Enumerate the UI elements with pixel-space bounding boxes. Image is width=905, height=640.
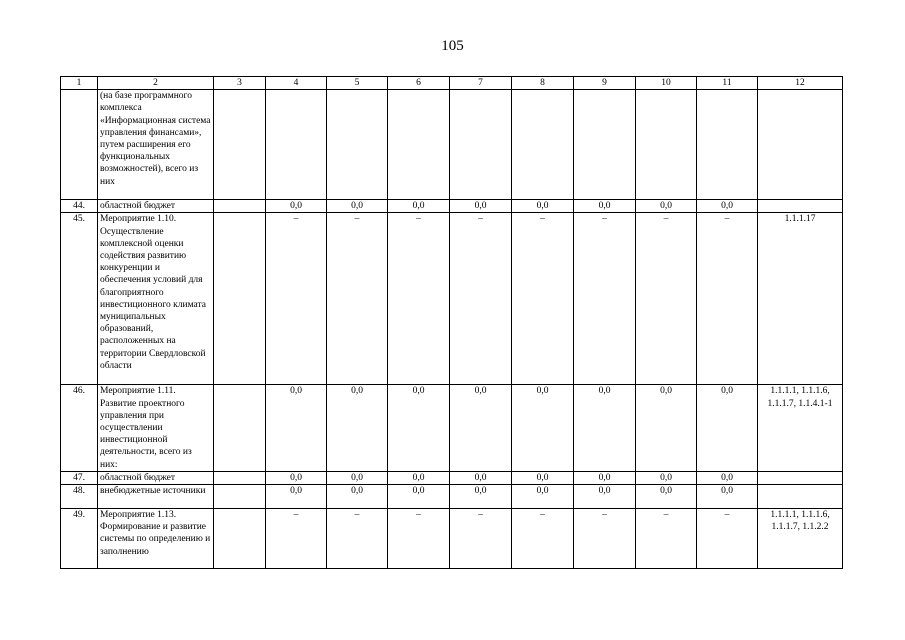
column-header: 8 [512, 77, 574, 90]
row-value [388, 90, 450, 200]
row-value [327, 90, 388, 200]
column-header: 6 [388, 77, 450, 90]
row-number: 46. [61, 385, 98, 471]
row-value [450, 90, 512, 200]
row-number: 44. [61, 200, 98, 213]
row-value: – [512, 213, 574, 385]
column-header: 9 [574, 77, 636, 90]
row-value: 0,0 [636, 485, 697, 509]
row-number: 45. [61, 213, 98, 385]
row-description: областной бюджет [98, 471, 214, 484]
row-value [697, 90, 758, 200]
table-row [61, 213, 843, 385]
header-row [61, 77, 843, 90]
row-number [61, 90, 98, 200]
row-value: 0,0 [512, 385, 574, 471]
row-description: (на базе программного комплекса «Информационная система управления финансами», путем расширения его функциональных возможностей), всего из них [98, 90, 214, 200]
row-value: 0,0 [636, 200, 697, 213]
row-value: 0,0 [697, 485, 758, 509]
row-value: 0,0 [512, 485, 574, 509]
column-header: 4 [266, 77, 327, 90]
row-value: 0,0 [697, 385, 758, 471]
table-row [61, 385, 843, 471]
row-value: – [266, 509, 327, 569]
row-value: – [388, 509, 450, 569]
row-col3 [214, 213, 266, 385]
row-value: – [636, 213, 697, 385]
row-target-ref [758, 90, 843, 200]
row-value: 0,0 [327, 385, 388, 471]
row-col3 [214, 471, 266, 484]
row-description: областной бюджет [98, 200, 214, 213]
column-header: 2 [98, 77, 214, 90]
row-value: – [327, 213, 388, 385]
table-row [61, 485, 843, 509]
row-value [636, 90, 697, 200]
row-target-ref [758, 200, 843, 213]
column-header: 11 [697, 77, 758, 90]
row-value: 0,0 [697, 200, 758, 213]
row-value: – [266, 213, 327, 385]
row-value: 0,0 [636, 385, 697, 471]
row-target-ref: 1.1.1.1, 1.1.1.6, 1.1.1.7, 1.1.2.2 [758, 509, 843, 569]
row-value [512, 90, 574, 200]
row-value: 0,0 [697, 471, 758, 484]
row-value: 0,0 [266, 385, 327, 471]
row-value: – [697, 509, 758, 569]
row-value [266, 90, 327, 200]
row-value: 0,0 [450, 200, 512, 213]
row-value: 0,0 [636, 471, 697, 484]
row-value: 0,0 [266, 200, 327, 213]
row-col3 [214, 90, 266, 200]
row-value: – [574, 213, 636, 385]
row-number: 49. [61, 509, 98, 569]
row-value: 0,0 [388, 485, 450, 509]
table-row [61, 90, 843, 200]
row-col3 [214, 485, 266, 509]
table-row [61, 509, 843, 569]
page-number: 105 [441, 38, 464, 54]
row-value: 0,0 [327, 471, 388, 484]
row-description: Мероприятие 1.11. Развитие проектного управления при осуществлении инвестиционной деятельности, всего из них: [98, 385, 214, 471]
row-value: 0,0 [388, 471, 450, 484]
row-value: 0,0 [327, 485, 388, 509]
row-value: 0,0 [327, 200, 388, 213]
row-target-ref [758, 485, 843, 509]
table-row [61, 200, 843, 213]
row-value: – [636, 509, 697, 569]
row-value: 0,0 [574, 200, 636, 213]
row-value: – [450, 509, 512, 569]
row-value: 0,0 [388, 200, 450, 213]
row-value: – [697, 213, 758, 385]
table-row [61, 471, 843, 484]
row-value [574, 90, 636, 200]
row-value: 0,0 [450, 385, 512, 471]
column-header: 10 [636, 77, 697, 90]
row-value: – [450, 213, 512, 385]
row-description: Мероприятие 1.13. Формирование и развитие системы по определению и заполнению [98, 509, 214, 569]
row-value: – [512, 509, 574, 569]
row-col3 [214, 509, 266, 569]
row-value: – [574, 509, 636, 569]
row-col3 [214, 200, 266, 213]
column-header: 12 [758, 77, 843, 90]
row-value: 0,0 [574, 471, 636, 484]
column-header: 1 [61, 77, 98, 90]
row-value: – [327, 509, 388, 569]
row-target-ref [758, 471, 843, 484]
row-value: 0,0 [266, 485, 327, 509]
row-value: 0,0 [512, 200, 574, 213]
row-value: 0,0 [574, 485, 636, 509]
column-header: 3 [214, 77, 266, 90]
row-col3 [214, 385, 266, 471]
row-value: 0,0 [450, 471, 512, 484]
row-target-ref: 1.1.1.1, 1.1.1.6, 1.1.1.7, 1.1.4.1-1 [758, 385, 843, 471]
row-value: – [388, 213, 450, 385]
row-description: Мероприятие 1.10. Осуществление комплексной оценки содействия развитию конкуренции и обеспечения условий для благоприятного инвестиционного климата муниципальных образований, расположенных на территории Свердловской области [98, 213, 214, 385]
row-value: 0,0 [388, 385, 450, 471]
document-table [60, 76, 843, 569]
row-target-ref: 1.1.1.17 [758, 213, 843, 385]
row-value: 0,0 [512, 471, 574, 484]
row-value: 0,0 [266, 471, 327, 484]
row-number: 47. [61, 471, 98, 484]
row-number: 48. [61, 485, 98, 509]
column-header: 7 [450, 77, 512, 90]
row-description: внебюджетные источники [98, 485, 214, 509]
row-value: 0,0 [574, 385, 636, 471]
column-header: 5 [327, 77, 388, 90]
row-value: 0,0 [450, 485, 512, 509]
